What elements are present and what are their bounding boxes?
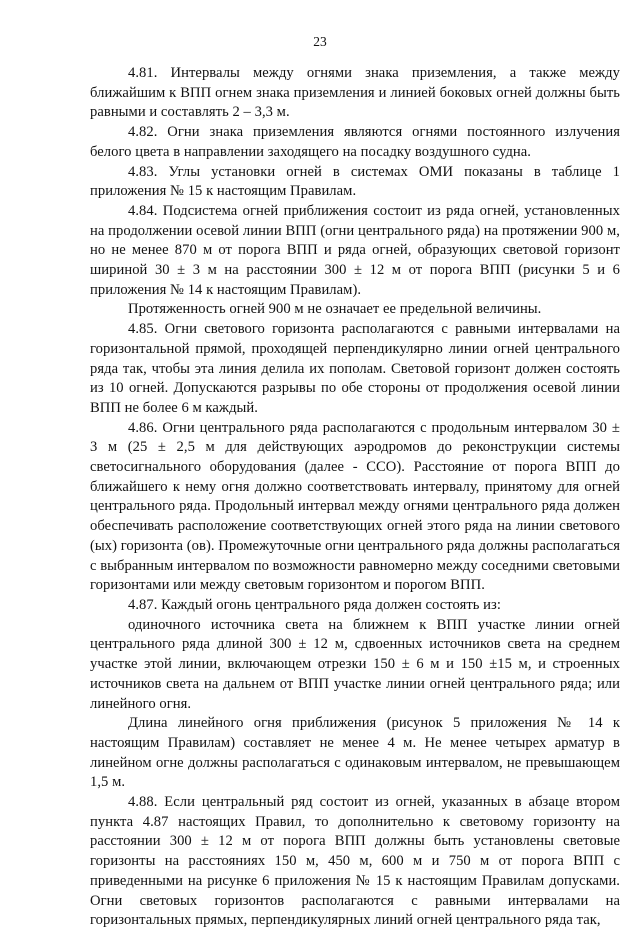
paragraph-note: Протяженность огней 900 м не означает ее предельной величины. — [128, 301, 542, 318]
paragraph-4-87-item: одиночного источника света на ближнем к ВПП участке линии огней центрального ряда длиной 300 ± 12 м, сдвоенных источников света на среднем участке этой линии, включающем отрезки 150 ± 6 м и 150 ±15 м, и строенных источников света на дальнем от ВПП участке линии огней центрального ряда; или линейного огня. — [90, 616, 620, 712]
page-number: 23 — [313, 34, 327, 49]
paragraph-linear-light: Длина линейного огня приближения (рисунок 5 приложения № 14 к настоящим Правилам) составляет не менее 4 м. Не менее четырех арматур в линейном огне должны располагаться с одинаковым интервалом, не превышающем 1,5 м. — [90, 715, 620, 791]
paragraph-4-84: 4.84. Подсистема огней приближения состоит из ряда огней, установленных на продолжении осевой линии ВПП (огни центрального ряда) на протяжении 900 м, но не менее 870 м от порога ВПП и ряда огней, образующих световой горизонт шириной 30 ± 3 м на расстоянии 300 ± 12 м от порога ВПП (рисунки 5 и 6 приложения № 14 к настоящим Правилам). — [90, 202, 620, 298]
paragraph-4-86: 4.86. Огни центрального ряда располагаются с продольным интервалом 30 ± 3 м (25 ± 2,5 м для действующих аэродромов до реконструкции системы светосигнального оборудования (далее - ССО). Расстояние от порога ВПП до ближайшего к нему огня должно соответствовать интервалу, принятому для огней центрального ряда. Продольный интервал между огнями центрального ряда должен обеспечивать расположение соответствующих огней этого ряда на линии светового (ых) горизонта (ов). Промежуточные огни центрального ряда должны располагаться с выбранным интервалом по возможности равномерно между соседними световыми горизонтами или между световым горизонтом и порогом ВПП. — [90, 419, 620, 594]
paragraph-4-83: 4.83. Углы установки огней в системах ОМИ показаны в таблице 1 приложения № 15 к настоящим Правилам. — [90, 163, 620, 200]
paragraph-4-85: 4.85. Огни светового горизонта располагаются с равными интервалами на горизонтальной прямой, проходящей перпендикулярно линии огней центрального ряда так, чтобы эта линия делила их пополам. Световой горизонт должен состоять из 10 огней. Допускаются разрывы по обе стороны от продолжения осевой линии ВПП не более 6 м каждый. — [90, 321, 620, 416]
paragraph-4-82: 4.82. Огни знака приземления являются огнями постоянного излучения белого цвета в направлении заходящего на посадку воздушного судна. — [90, 124, 620, 160]
paragraph-4-81: 4.81. Интервалы между огнями знака приземления, а также между ближайшим к ВПП огнем знака приземления и линией боковых огней должны быть равными и составлять 2 – 3,3 м. — [90, 65, 620, 121]
document-body — [90, 64, 620, 931]
paragraph-4-87: 4.87. Каждый огонь центрального ряда должен состоять из: — [128, 596, 501, 613]
paragraph-4-88: 4.88. Если центральный ряд состоит из огней, указанных в абзаце втором пункта 4.87 настоящих Правил, то дополнительно к световому горизонту на расстоянии 300 ± 12 м от порога ВПП должны быть установлены световые горизонты на расстояниях 150 м, 450 м, 600 м и 750 м от порога ВПП с приведенными на рисунке 6 приложения № 15 к настоящим Правилам допусками. Огни световых горизонтов располагаются с равными интервалами на горизонтальных прямых, перпендикулярных линий огней центрального ряда так, — [90, 794, 620, 929]
